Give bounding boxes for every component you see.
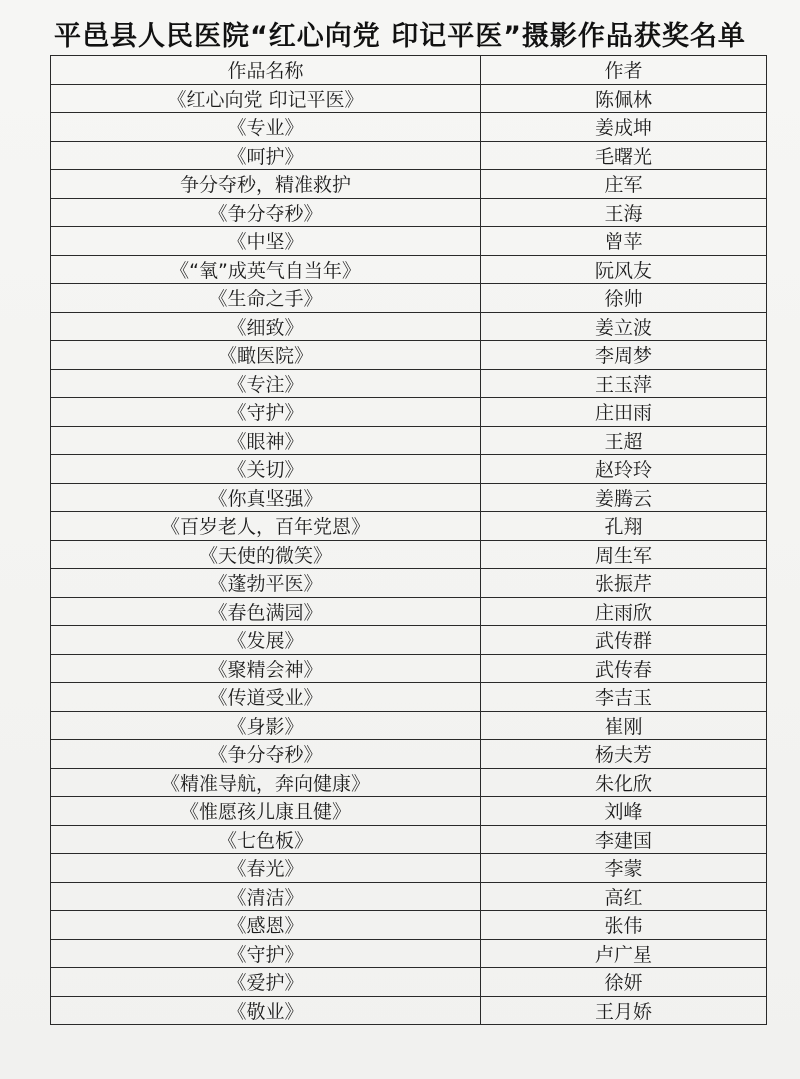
award-list-table	[50, 55, 767, 1025]
work-title-cell: 《瞰医院》	[51, 341, 481, 370]
author-cell: 李周梦	[481, 341, 767, 370]
author-cell: 卢广星	[481, 939, 767, 968]
work-title-cell: 《爱护》	[51, 968, 481, 997]
author-cell: 张振芹	[481, 569, 767, 598]
work-title-cell: 《传道受业》	[51, 683, 481, 712]
table-row	[51, 540, 767, 569]
author-cell: 徐帅	[481, 284, 767, 313]
table-row	[51, 255, 767, 284]
author-cell: 徐妍	[481, 968, 767, 997]
work-title-cell: 《“氧”成英气自当年》	[51, 255, 481, 284]
work-title-cell: 《关切》	[51, 455, 481, 484]
work-title-cell: 《专业》	[51, 113, 481, 142]
author-cell: 姜立波	[481, 312, 767, 341]
table-row	[51, 284, 767, 313]
work-title-cell: 争分夺秒，精准救护	[51, 170, 481, 199]
table-row	[51, 911, 767, 940]
table-row	[51, 939, 767, 968]
author-cell: 李吉玉	[481, 683, 767, 712]
table-row	[51, 797, 767, 826]
column-header-work: 作品名称	[51, 56, 481, 85]
table-row	[51, 882, 767, 911]
author-cell: 王海	[481, 198, 767, 227]
table-row	[51, 398, 767, 427]
author-cell: 高红	[481, 882, 767, 911]
author-cell: 姜成坤	[481, 113, 767, 142]
work-title-cell: 《蓬勃平医》	[51, 569, 481, 598]
table-row	[51, 683, 767, 712]
author-cell: 毛曙光	[481, 141, 767, 170]
table-row	[51, 626, 767, 655]
work-title-cell: 《呵护》	[51, 141, 481, 170]
table-row	[51, 113, 767, 142]
author-cell: 周生军	[481, 540, 767, 569]
work-title-cell: 《清洁》	[51, 882, 481, 911]
table-row	[51, 483, 767, 512]
table-body	[51, 84, 767, 1025]
table-row	[51, 825, 767, 854]
table-row	[51, 597, 767, 626]
work-title-cell: 《守护》	[51, 939, 481, 968]
author-cell: 崔刚	[481, 711, 767, 740]
table-row	[51, 227, 767, 256]
work-title-cell: 《春光》	[51, 854, 481, 883]
table-row	[51, 768, 767, 797]
author-cell: 朱化欣	[481, 768, 767, 797]
table-row	[51, 654, 767, 683]
table-row	[51, 968, 767, 997]
column-header-author: 作者	[481, 56, 767, 85]
author-cell: 李蒙	[481, 854, 767, 883]
table-row	[51, 512, 767, 541]
work-title-cell: 《惟愿孩儿康且健》	[51, 797, 481, 826]
table-row	[51, 369, 767, 398]
work-title-cell: 《争分夺秒》	[51, 740, 481, 769]
table-row	[51, 312, 767, 341]
author-cell: 武传群	[481, 626, 767, 655]
table-row	[51, 170, 767, 199]
work-title-cell: 《眼神》	[51, 426, 481, 455]
table-row	[51, 996, 767, 1025]
work-title-cell: 《百岁老人，百年党恩》	[51, 512, 481, 541]
table-row	[51, 341, 767, 370]
author-cell: 孔翔	[481, 512, 767, 541]
table-row	[51, 426, 767, 455]
work-title-cell: 《七色板》	[51, 825, 481, 854]
work-title-cell: 《春色满园》	[51, 597, 481, 626]
work-title-cell: 《专注》	[51, 369, 481, 398]
table-row	[51, 711, 767, 740]
table-row	[51, 740, 767, 769]
work-title-cell: 《感恩》	[51, 911, 481, 940]
table-row	[51, 198, 767, 227]
author-cell: 曾苹	[481, 227, 767, 256]
author-cell: 赵玲玲	[481, 455, 767, 484]
work-title-cell: 《生命之手》	[51, 284, 481, 313]
author-cell: 刘峰	[481, 797, 767, 826]
table-row	[51, 854, 767, 883]
table-row	[51, 141, 767, 170]
author-cell: 陈佩林	[481, 84, 767, 113]
author-cell: 庄军	[481, 170, 767, 199]
work-title-cell: 《红心向党 印记平医》	[51, 84, 481, 113]
work-title-cell: 《身影》	[51, 711, 481, 740]
author-cell: 武传春	[481, 654, 767, 683]
author-cell: 姜腾云	[481, 483, 767, 512]
work-title-cell: 《细致》	[51, 312, 481, 341]
author-cell: 王玉萍	[481, 369, 767, 398]
work-title-cell: 《聚精会神》	[51, 654, 481, 683]
author-cell: 张伟	[481, 911, 767, 940]
table-row	[51, 455, 767, 484]
author-cell: 王月娇	[481, 996, 767, 1025]
author-cell: 阮风友	[481, 255, 767, 284]
table-row	[51, 84, 767, 113]
author-cell: 杨夫芳	[481, 740, 767, 769]
work-title-cell: 《天使的微笑》	[51, 540, 481, 569]
document-title: 平邑县人民医院“红心向党 印记平医”摄影作品获奖名单	[54, 21, 746, 52]
work-title-cell: 《敬业》	[51, 996, 481, 1025]
table-row	[51, 569, 767, 598]
author-cell: 王超	[481, 426, 767, 455]
work-title-cell: 《精准导航，奔向健康》	[51, 768, 481, 797]
work-title-cell: 《中坚》	[51, 227, 481, 256]
work-title-cell: 《守护》	[51, 398, 481, 427]
table-header-row	[51, 56, 767, 85]
work-title-cell: 《你真坚强》	[51, 483, 481, 512]
author-cell: 李建国	[481, 825, 767, 854]
work-title-cell: 《争分夺秒》	[51, 198, 481, 227]
work-title-cell: 《发展》	[51, 626, 481, 655]
author-cell: 庄田雨	[481, 398, 767, 427]
author-cell: 庄雨欣	[481, 597, 767, 626]
